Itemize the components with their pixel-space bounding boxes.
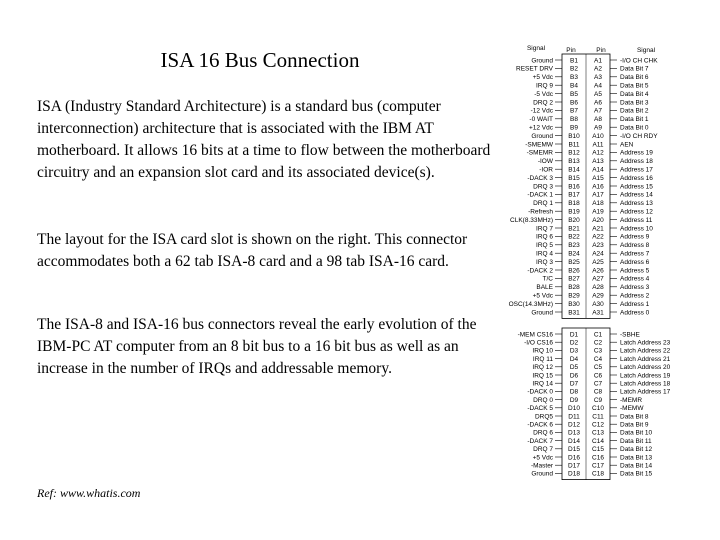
pin-signal-left: -DACK 7 <box>527 437 553 445</box>
pin-signal-right: Address 17 <box>620 166 653 174</box>
pin-number-right: C4 <box>593 355 603 363</box>
pin-signal-left: RESET DRV <box>516 65 553 73</box>
pin-signal-right: Address 7 <box>620 250 650 258</box>
pin-signal-right: Data Bit 6 <box>620 74 649 82</box>
pin-signal-right: -I/O CH RDY <box>620 132 658 140</box>
pin-number-right: A5 <box>594 90 602 98</box>
pin-number-left: B21 <box>568 225 580 233</box>
pin-signal-right: Address 3 <box>620 284 650 292</box>
pin-number-left: B6 <box>570 99 578 107</box>
pin-number-left: B18 <box>568 200 580 208</box>
pin-number-left: B8 <box>570 116 578 124</box>
pin-signal-left: IRQ 14 <box>532 380 553 388</box>
pin-signal-right: Address 13 <box>620 200 653 208</box>
pin-number-right: A20 <box>592 216 604 224</box>
pin-number-right: A10 <box>592 132 604 140</box>
pin-signal-right: Data Bit 10 <box>620 429 653 437</box>
pin-number-left: B15 <box>568 174 580 182</box>
pin-number-left: B23 <box>568 242 580 250</box>
pin-number-left: D15 <box>568 446 580 454</box>
pin-signal-left: -12 Vdc <box>530 107 553 115</box>
pin-number-left: B26 <box>568 267 580 275</box>
pin-number-left: D11 <box>568 413 580 421</box>
pin-number-right: C2 <box>593 339 603 347</box>
pin-number-right: A26 <box>592 267 604 275</box>
pin-signal-right: Latch Address 17 <box>620 388 671 396</box>
pin-number-left: B4 <box>570 82 578 90</box>
pin-signal-left: IRQ 11 <box>532 355 553 363</box>
pin-number-left: D7 <box>569 380 579 388</box>
pin-signal-right: Latch Address 22 <box>620 347 671 355</box>
pin-number-left: B22 <box>568 233 580 241</box>
pin-signal-left: -SMEMW <box>525 141 553 149</box>
pin-number-left: B17 <box>568 191 580 199</box>
reference-note: Ref: www.whatis.com <box>37 486 141 500</box>
pin-signal-left: -DACK 3 <box>527 174 553 182</box>
pin-signal-right: Address 15 <box>620 183 653 191</box>
header-pin-left: Pin <box>566 47 576 54</box>
pin-signal-left: IRQ 3 <box>536 258 553 266</box>
pin-signal-left: +5 Vdc <box>532 292 553 300</box>
pin-signal-left: -0 WAIT <box>529 116 553 124</box>
pin-signal-right: -SBHE <box>620 331 640 339</box>
pin-signal-left: -I/O CS16 <box>524 339 553 347</box>
pin-signal-right: AEN <box>620 141 634 149</box>
isa-pinout-diagram <box>500 40 705 480</box>
pin-number-right: C8 <box>593 388 603 396</box>
pin-number-right: A19 <box>592 208 604 216</box>
pin-number-right: A13 <box>592 158 604 166</box>
pin-signal-left: -5 Vdc <box>534 90 553 98</box>
pin-number-left: D14 <box>568 437 580 445</box>
pin-signal-left: +5 Vdc <box>532 454 553 462</box>
pin-number-right: C11 <box>592 413 604 421</box>
pin-number-left: D18 <box>568 470 580 478</box>
pin-signal-left: IRQ 15 <box>532 372 553 380</box>
pin-signal-right: Address 1 <box>620 300 650 308</box>
pin-number-right: C10 <box>592 405 604 413</box>
pin-number-left: B30 <box>568 300 580 308</box>
pin-number-left: D10 <box>568 405 580 413</box>
pin-number-right: A29 <box>592 292 604 300</box>
pin-number-left: B25 <box>568 258 580 266</box>
pin-signal-left: DRQ 0 <box>533 396 553 404</box>
pin-signal-right: Address 19 <box>620 149 653 157</box>
pin-signal-right: Address 11 <box>620 216 653 224</box>
pin-number-right: A23 <box>592 242 604 250</box>
pin-number-right: A7 <box>594 107 602 115</box>
pin-number-right: A6 <box>594 99 602 107</box>
pin-signal-left: Ground <box>531 57 553 65</box>
pin-rows <box>509 54 671 480</box>
pin-signal-left: IRQ 10 <box>532 347 553 355</box>
pin-number-left: B10 <box>568 132 580 140</box>
pin-signal-left: -Master <box>530 462 553 470</box>
pin-signal-left: CLK(8.33MHz) <box>510 216 553 224</box>
pin-signal-right: Data Bit 8 <box>620 413 649 421</box>
pin-number-right: A11 <box>592 141 604 149</box>
header-signal-right: Signal <box>636 47 656 54</box>
pin-signal-right: Data Bit 4 <box>620 90 649 98</box>
pin-number-right: C14 <box>592 437 604 445</box>
pin-number-right: C7 <box>593 380 603 388</box>
pin-number-right: A12 <box>592 149 604 157</box>
pin-signal-right: Address 12 <box>620 208 653 216</box>
pin-signal-right: Address 5 <box>620 267 650 275</box>
pin-number-left: B19 <box>568 208 580 216</box>
pin-number-right: C16 <box>592 454 604 462</box>
pin-signal-right: Address 6 <box>620 258 650 266</box>
pin-number-right: C12 <box>592 421 604 429</box>
pin-signal-right: Data Bit 5 <box>620 82 649 90</box>
pin-signal-right: Latch Address 23 <box>620 339 671 347</box>
pin-number-left: D1 <box>569 331 579 339</box>
pin-number-right: A3 <box>594 74 602 82</box>
pin-number-right: A17 <box>592 191 604 199</box>
intro-paragraph: ISA (Industry Standard Architecture) is a standard bus (computer interconnection) architecture that is associated with the IBM AT motherboard. It allows 16 bits at a time to flow between the motherboard circuitry and an expansion slot card and its associated device(s). <box>37 98 491 181</box>
pin-number-right: C17 <box>592 462 604 470</box>
pin-signal-left: Ground <box>531 132 553 140</box>
pin-signal-left: BALE <box>536 284 553 292</box>
pin-signal-left: +12 Vdc <box>528 124 553 132</box>
pin-signal-left: -DACK 2 <box>527 267 553 275</box>
pin-signal-left: -SMEMR <box>526 149 553 157</box>
pin-number-right: A24 <box>592 250 604 258</box>
pin-number-left: D17 <box>568 462 580 470</box>
pin-number-right: A16 <box>592 183 604 191</box>
page-title: ISA 16 Bus Connection <box>160 48 360 72</box>
pin-signal-left: -Refresh <box>528 208 553 216</box>
pin-number-right: C3 <box>593 347 603 355</box>
pin-number-left: D8 <box>569 388 579 396</box>
pin-number-right: A27 <box>592 275 604 283</box>
pin-number-left: B11 <box>568 141 580 149</box>
pin-signal-left: -DACK 5 <box>527 405 553 413</box>
pin-signal-left: -DACK 6 <box>527 421 553 429</box>
pin-signal-right: Address 9 <box>620 233 650 241</box>
pin-number-left: D4 <box>569 355 579 363</box>
pin-signal-left: Ground <box>531 309 553 317</box>
pin-signal-left: DRQ 6 <box>533 429 553 437</box>
pin-signal-right: -I/O CH CHK <box>620 57 658 65</box>
pin-signal-right: Latch Address 19 <box>620 372 671 380</box>
pin-number-right: A8 <box>594 116 602 124</box>
pin-signal-right: Latch Address 18 <box>620 380 671 388</box>
pin-number-left: B24 <box>568 250 580 258</box>
pin-signal-right: -MEMW <box>620 405 644 413</box>
pin-number-left: B5 <box>570 90 578 98</box>
header-signal-left: Signal <box>526 45 546 52</box>
pin-signal-right: Data Bit 12 <box>620 446 653 454</box>
pin-number-left: B20 <box>568 216 580 224</box>
pin-number-right: A31 <box>592 309 604 317</box>
pin-number-right: A22 <box>592 233 604 241</box>
pin-signal-left: IRQ 12 <box>532 364 553 372</box>
pin-signal-left: IRQ 5 <box>536 242 553 250</box>
pin-signal-right: Data Bit 1 <box>620 116 649 124</box>
evolution-paragraph: The ISA-8 and ISA-16 bus connectors reveal the early evolution of the IBM-PC AT computer from an 8 bit bus to a 16 bit bus as well as an increase in the number of IRQs and addressable memory. <box>37 316 477 377</box>
pin-number-left: D16 <box>568 454 580 462</box>
pin-number-right: A28 <box>592 284 604 292</box>
pin-signal-right: Data Bit 7 <box>620 65 649 73</box>
pin-number-right: C9 <box>593 396 603 404</box>
header-pin-right: Pin <box>596 47 606 54</box>
pin-signal-left: Ground <box>531 470 553 478</box>
pin-number-left: B7 <box>570 107 578 115</box>
pin-number-right: A1 <box>594 57 602 65</box>
pin-signal-right: Address 4 <box>620 275 650 283</box>
pin-signal-left: -IOR <box>539 166 553 174</box>
pin-signal-right: Address 10 <box>620 225 653 233</box>
pin-number-left: B29 <box>568 292 580 300</box>
pin-number-right: A2 <box>594 65 602 73</box>
pin-number-left: D13 <box>568 429 580 437</box>
pin-signal-right: Data Bit 0 <box>620 124 649 132</box>
pin-signal-right: Data Bit 14 <box>620 462 653 470</box>
pin-signal-right: Latch Address 20 <box>620 364 671 372</box>
pin-number-left: D12 <box>568 421 580 429</box>
pin-number-right: A30 <box>592 300 604 308</box>
pin-signal-right: Data Bit 3 <box>620 99 649 107</box>
pin-number-left: D2 <box>569 339 579 347</box>
pin-number-right: C1 <box>593 331 603 339</box>
pin-signal-right: Latch Address 21 <box>620 355 671 363</box>
pin-number-left: D6 <box>569 372 579 380</box>
pin-number-left: D3 <box>569 347 579 355</box>
pin-number-right: A18 <box>592 200 604 208</box>
pin-number-right: C13 <box>592 429 604 437</box>
pin-signal-left: OSC(14.3MHz) <box>508 300 553 308</box>
pin-signal-right: Data Bit 2 <box>620 107 649 115</box>
pin-number-right: C6 <box>593 372 603 380</box>
pin-number-left: B16 <box>568 183 580 191</box>
pin-signal-left: IRQ 7 <box>536 225 553 233</box>
pin-signal-left: DRQ 2 <box>533 99 553 107</box>
pin-signal-right: Data Bit 11 <box>620 437 652 445</box>
pin-number-right: A4 <box>594 82 602 90</box>
pin-number-left: B27 <box>568 275 580 283</box>
pin-signal-right: -MEMR <box>620 396 643 404</box>
pin-number-left: B9 <box>570 124 578 132</box>
pin-number-right: A25 <box>592 258 604 266</box>
pin-signal-right: Address 2 <box>620 292 650 300</box>
pin-number-right: C5 <box>593 364 603 372</box>
pin-number-right: A15 <box>592 174 604 182</box>
pin-signal-right: Data Bit 9 <box>620 421 649 429</box>
pin-number-left: B2 <box>570 65 578 73</box>
pin-number-left: B14 <box>568 166 580 174</box>
pin-signal-right: Address 18 <box>620 158 653 166</box>
pin-signal-right: Address 8 <box>620 242 650 250</box>
pin-number-right: A9 <box>594 124 602 132</box>
pin-number-left: B13 <box>568 158 580 166</box>
pin-signal-left: DRQ 1 <box>533 200 553 208</box>
pin-signal-left: -DACK 0 <box>527 388 553 396</box>
pin-number-left: D5 <box>569 364 579 372</box>
pin-signal-right: Address 16 <box>620 174 653 182</box>
pin-number-left: B1 <box>570 57 578 65</box>
pin-signal-left: IRQ 4 <box>536 250 553 258</box>
pin-signal-right: Data Bit 13 <box>620 454 653 462</box>
pin-number-right: C15 <box>592 446 604 454</box>
pin-number-right: A14 <box>592 166 604 174</box>
pin-signal-left: +5 Vdc <box>532 74 553 82</box>
pin-signal-left: DRQ 3 <box>533 183 553 191</box>
pin-number-left: B12 <box>568 149 580 157</box>
layout-paragraph: The layout for the ISA card slot is shown on the right. This connector accommodates both a 62 tab ISA-8 card and a 98 tab ISA-16 card. <box>37 231 468 270</box>
pin-signal-left: DRQ 7 <box>533 446 553 454</box>
pin-number-right: A21 <box>592 225 604 233</box>
pin-number-right: C18 <box>592 470 604 478</box>
pin-number-left: B28 <box>568 284 580 292</box>
pin-signal-left: T/C <box>542 275 553 283</box>
pin-number-left: D9 <box>569 396 579 404</box>
pin-number-left: B31 <box>568 309 580 317</box>
pin-number-left: B3 <box>570 74 578 82</box>
pin-signal-left: -DACK 1 <box>527 191 553 199</box>
pin-signal-left: -IOW <box>537 158 553 166</box>
pin-signal-right: Data Bit 15 <box>620 470 653 478</box>
pin-signal-right: Address 0 <box>620 309 650 317</box>
pin-signal-right: Address 14 <box>620 191 653 199</box>
pin-signal-left: DRQ5 <box>534 413 553 421</box>
pin-signal-left: -MEM CS16 <box>517 331 553 339</box>
pin-signal-left: IRQ 6 <box>536 233 553 241</box>
pin-signal-left: IRQ 9 <box>536 82 553 90</box>
